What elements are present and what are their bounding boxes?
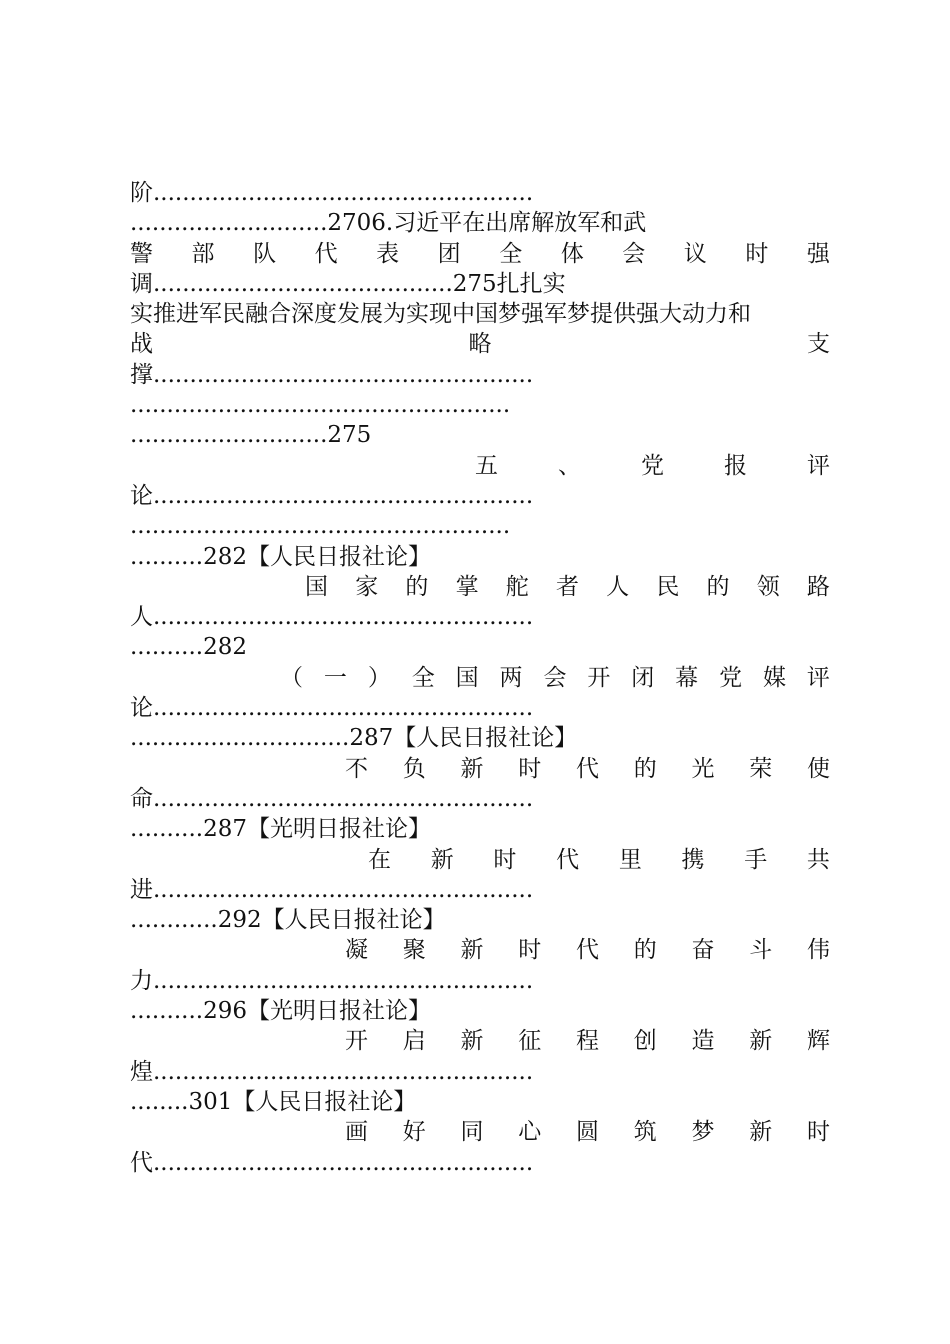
toc-line: 力.................................................... xyxy=(130,967,534,994)
toc-line: 凝 聚 新 时 代 的 奋 斗 伟 xyxy=(345,937,830,964)
toc-line: 撑.................................................... xyxy=(130,361,534,388)
toc-line: 调.........................................275扎扎实 xyxy=(130,270,566,297)
toc-line: ............292【人民日报社论】 xyxy=(130,907,446,934)
toc-line: ........301【人民日报社论】 xyxy=(130,1088,417,1115)
toc-line: 命.................................................... xyxy=(130,785,534,812)
toc-line: 警 部 队 代 表 团 全 体 会 议 时 强 xyxy=(130,240,830,267)
toc-line: .................................................... xyxy=(130,392,511,419)
toc-line: 在 新 时 代 里 携 手 共 xyxy=(368,846,830,873)
toc-line: ..........296【光明日报社论】 xyxy=(130,998,432,1025)
toc-line: 代.................................................... xyxy=(130,1149,534,1176)
toc-line: ...........................275 xyxy=(130,422,372,449)
toc-line: ...........................2706.习近平在出席解放军和武 xyxy=(130,210,647,237)
toc-line: 开 启 新 征 程 创 造 新 辉 xyxy=(345,1028,830,1055)
toc-line: ..........282 xyxy=(130,634,248,661)
toc-line: 五 、 党 报 评 xyxy=(475,452,830,479)
toc-line: 人.................................................... xyxy=(130,604,534,631)
toc-line: .................................................... xyxy=(130,513,511,540)
toc-line: 论.................................................... xyxy=(130,482,534,509)
toc-line: 阶.................................................... xyxy=(130,180,534,206)
toc-line: 实推进军民融合深度发展为实现中国梦强军梦提供强大动力和 xyxy=(130,301,751,328)
table-of-contents-text xyxy=(130,178,830,1178)
toc-line: （ 一 ） 全 国 两 会 开 闭 幕 党 媒 评 xyxy=(280,664,830,691)
toc-line: ..........287【光明日报社论】 xyxy=(130,816,432,843)
toc-line: 进.................................................... xyxy=(130,876,534,903)
toc-line: 国 家 的 掌 舵 者 人 民 的 领 路 xyxy=(305,573,830,600)
toc-line: 画 好 同 心 圆 筑 梦 新 时 xyxy=(345,1119,830,1146)
toc-line: 论.................................................... xyxy=(130,695,534,722)
toc-line: 不 负 新 时 代 的 光 荣 使 xyxy=(345,755,830,782)
toc-line: ..........282【人民日报社论】 xyxy=(130,543,432,570)
toc-line: 战 略 支 xyxy=(130,331,830,358)
toc-line: ..............................287【人民日报社论】 xyxy=(130,725,578,752)
toc-line: 煌.................................................... xyxy=(130,1058,534,1085)
